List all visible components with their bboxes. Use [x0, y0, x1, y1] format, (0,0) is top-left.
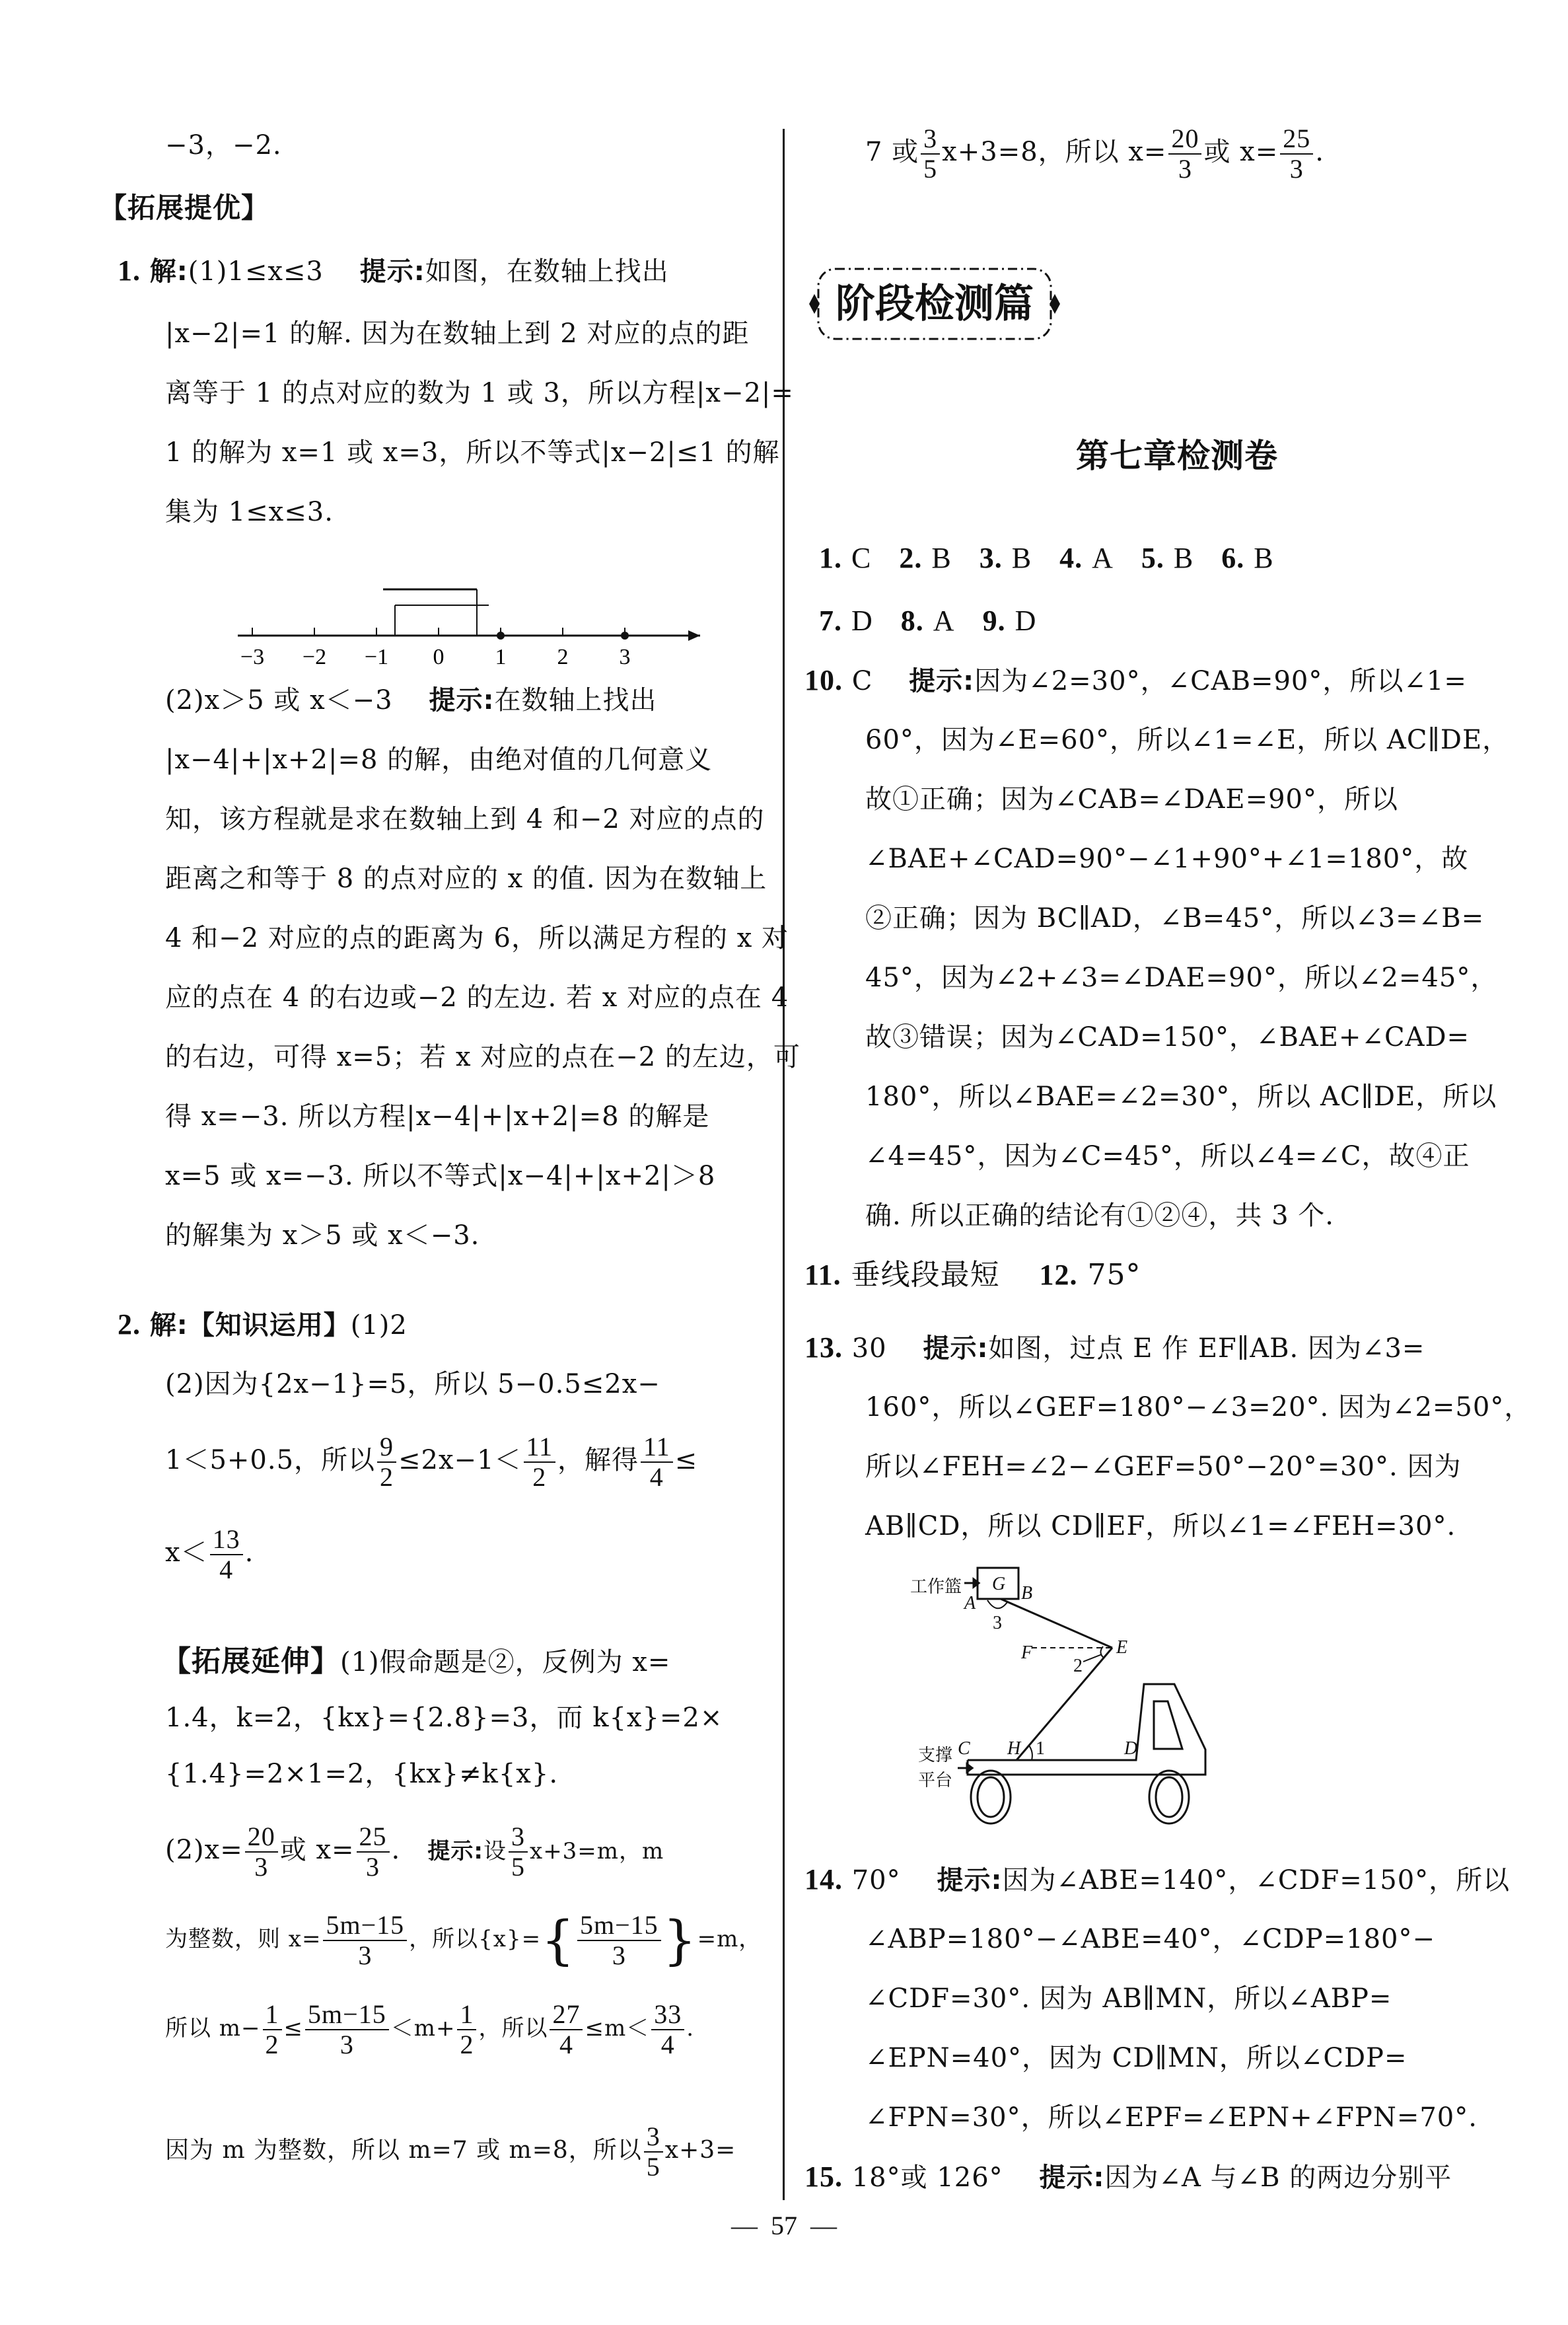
label-c: C [958, 1738, 970, 1759]
hint-text: 在数轴上找出 [494, 685, 657, 716]
text-line: 1 的解为 x=1 或 x=3，所以不等式|x−2|≤1 的解 [165, 437, 780, 468]
label-d: D [1124, 1738, 1138, 1759]
choice-answer: B [1011, 542, 1032, 574]
question-number: 12. [1039, 1259, 1078, 1291]
text-segment: . [244, 1537, 254, 1568]
text-line [165, 1421, 697, 1500]
basket-label: 工作篮 [910, 1577, 962, 1597]
question-number: 1. [819, 542, 842, 574]
fraction: $\frac{1}{2}$ [263, 2000, 282, 2059]
answer-text: 70° [851, 1865, 901, 1896]
text-line: 1.4，k=2，{kx}={2.8}=3，而 k{x}=2× [165, 1703, 723, 1733]
hint-text: 因为∠A 与∠B 的两边分别平 [1104, 2162, 1452, 2193]
text-segment: x＜ [165, 1537, 208, 1568]
section-banner [809, 261, 1060, 347]
truck-figure [892, 1539, 1453, 1857]
answer-text: (1)1≤x≤3 [188, 256, 324, 287]
fraction: $\frac{20}{3}$ [245, 1822, 278, 1882]
text-line: 应的点在 4 的右边或−2 的左边. 若 x 对应的点在 4 [165, 982, 789, 1013]
fraction: $\frac{5m-15}{3}$ [305, 2000, 389, 2059]
text-line: 距离之和等于 8 的点对应的 x 的值. 因为在数轴上 [165, 864, 767, 894]
section-heading: 【拓展提优】 [99, 192, 270, 224]
answer-text: C [851, 666, 873, 696]
question-number: 2. [118, 1308, 141, 1341]
question-10-line [804, 661, 1467, 701]
hint-label: 提示: [937, 1865, 1003, 1896]
text-line: (2)x= $\frac{20}{3}$ 或 x= $\frac{25}{3}$ . 提示:设 $\frac{3}{5}$ x+3=m，m [165, 1822, 664, 1882]
answer-text: (1)2 [350, 1310, 408, 1341]
choice-answer: D [851, 605, 873, 637]
choice-answer: C [851, 542, 872, 574]
label-b: B [1021, 1583, 1033, 1604]
fraction: $\frac{13}{4}$ [210, 1525, 243, 1584]
answer-text: 30 [851, 1333, 887, 1364]
question-11-12-line [804, 1255, 1141, 1295]
platform-label-1: 支撑 [918, 1746, 953, 1765]
multiple-choice-row [819, 538, 1302, 579]
platform-label-2: 平台 [918, 1771, 953, 1790]
text-line: 160°，所以∠GEF=180°−∠3=20°. 因为∠2=50°， [865, 1392, 1532, 1422]
fraction: $\frac{3}{5}$ [644, 2122, 663, 2182]
hint-text: 因为∠2=30°，∠CAB=90°，所以∠1= [974, 666, 1467, 696]
text-line [165, 1513, 254, 1592]
text-line: 所以 m− $\frac{1}{2}$ ≤ $\frac{5m-15}{3}$ ＜m+ $\frac{1}{2}$ ，所以 $\frac{27}{4}$ ≤m＜ $\frac{33}{4}$ . [165, 1999, 694, 2059]
choice-answer: A [1092, 542, 1114, 574]
text-line: AB∥CD，所以 CD∥EF，所以∠1=∠FEH=30°. [865, 1511, 1456, 1541]
text-line: 60°，因为∠E=60°，所以∠1=∠E，所以 AC∥DE， [865, 725, 1510, 755]
fraction: $\frac{9}{2}$ [377, 1432, 396, 1492]
banner-title: 阶段检测篇 [836, 281, 1034, 327]
hint-text: 因为∠ABE=140°，∠CDF=150°，所以 [1002, 1865, 1511, 1896]
question-14-line [804, 1860, 1510, 1900]
choice-answer: D [1015, 605, 1037, 637]
question-number: 9. [982, 605, 1006, 637]
text-line: 故③错误；因为∠CAD=150°，∠BAE+∠CAD= [865, 1022, 1470, 1052]
tick-label: 0 [433, 645, 445, 669]
text-segment: (1)假命题是②，反例为 x= [340, 1647, 671, 1678]
angle-1-arc [1029, 1746, 1032, 1760]
hint-label: 提示: [427, 1838, 484, 1864]
question-number: 4. [1059, 542, 1083, 574]
question-1-line [118, 251, 669, 291]
label-f: F [1021, 1642, 1033, 1663]
hint-label: 提示: [429, 685, 495, 716]
lower-arm [1016, 1648, 1112, 1760]
number-line-figure [218, 555, 707, 674]
text-line: −3，−2. [165, 130, 282, 161]
fraction: $\frac{33}{4}$ [651, 2000, 684, 2059]
text-line: |x−4|+|x+2|=8 的解，由绝对值的几何意义 [165, 745, 713, 775]
fraction: $\frac{5m-15}{3}$ [577, 1911, 661, 1970]
fraction: $\frac{5m-15}{3}$ [323, 1911, 407, 1970]
text-segment: ，解得 [557, 1445, 639, 1475]
chapter-title: 第七章检测卷 [1076, 437, 1278, 475]
section-tag: 【知识运用】 [188, 1310, 351, 1341]
question-number: 3. [979, 542, 1003, 574]
text-line: ∠EPN=40°，因为 CD∥MN，所以∠CDP= [865, 2043, 1408, 2073]
text-line: 离等于 1 的点对应的数为 1 或 3，所以方程|x−2|= [165, 378, 794, 408]
page-number: — 57 — [731, 2211, 837, 2240]
question-number: 2. [899, 542, 923, 574]
text-line: 45°，因为∠2+∠3=∠DAE=90°，所以∠2=45°， [865, 963, 1498, 993]
hint-label: 提示: [1039, 2162, 1105, 2193]
tick-label: −1 [364, 645, 389, 669]
fraction: $\frac{27}{4}$ [550, 2000, 583, 2059]
axis-arrow [688, 630, 700, 641]
question-number: 11. [804, 1259, 841, 1291]
question-number: 7. [819, 605, 842, 637]
label-h: H [1007, 1738, 1021, 1759]
hint-label: 提示: [923, 1333, 989, 1364]
answer-text: 垂线段最短 [851, 1258, 1000, 1292]
choice-answer: B [1254, 542, 1274, 574]
text-line: 确. 所以正确的结论有①②④，共 3 个. [865, 1200, 1335, 1231]
fraction: $\frac{25}{3}$ [1280, 124, 1313, 184]
label-g: G [992, 1574, 1006, 1594]
answer-text: (2)x＞5 或 x＜−3 [165, 685, 393, 716]
fraction: $\frac{11}{2}$ [524, 1432, 556, 1492]
question-15-line [804, 2157, 1452, 2197]
label-a: A [964, 1593, 976, 1613]
answer-text: 18°或 126° [851, 2162, 1003, 2193]
hint-text: 如图，在数轴上找出 [425, 256, 669, 287]
text-line: 4 和−2 对应的点的距离为 6，所以满足方程的 x 对 [165, 923, 789, 953]
text-line: (2)因为{2x−1}=5，所以 5−0.5≤2x− [165, 1369, 660, 1399]
question-number: 8. [900, 605, 924, 637]
choice-answer: B [1173, 542, 1194, 574]
text-line: 的右边，可得 x=5；若 x 对应的点在−2 的左边，可 [165, 1042, 801, 1072]
question-number: 6. [1221, 542, 1245, 574]
fraction: $\frac{3}{5}$ [921, 124, 940, 184]
tick-label: −3 [240, 645, 265, 669]
fraction: $\frac{25}{3}$ [357, 1822, 390, 1882]
solid-point [497, 632, 505, 640]
tick-label: 3 [619, 645, 631, 669]
solution-label: 解: [149, 256, 188, 287]
text-line: ∠CDF=30°. 因为 AB∥MN，所以∠ABP= [865, 1983, 1392, 2014]
angle-label-3: 3 [993, 1613, 1002, 1633]
hint-text: 如图，过点 E 作 EF∥AB. 因为∠3= [988, 1333, 1425, 1364]
truck-body [968, 1684, 1205, 1775]
question-number: 1. [118, 254, 141, 287]
text-line: 因为 m 为整数，所以 m=7 或 m=8，所以 $\frac{3}{5}$ x+3= [165, 2122, 736, 2182]
question-number: 15. [804, 2160, 843, 2193]
text-line: {1.4}=2×1=2，{kx}≠k{x}. [165, 1759, 559, 1789]
text-line: 7 或 $\frac{3}{5}$ x+3=8，所以 x= $\frac{20}{3}$ 或 x= $\frac{25}{3}$ . [865, 124, 1324, 184]
question-number: 13. [804, 1331, 843, 1364]
text-line: 为整数，则 x= $\frac{5m-15}{3}$ ，所以{x}={ $\frac{5m-15}{3}$ }=m， [165, 1909, 762, 1971]
tick-label: 2 [557, 645, 569, 669]
question-2-line [118, 1305, 408, 1345]
question-13-line [804, 1328, 1425, 1368]
question-number: 10. [804, 664, 843, 696]
text-line: 得 x=−3. 所以方程|x−4|+|x+2|=8 的解是 [165, 1101, 710, 1132]
tick-label: 1 [495, 645, 507, 669]
section-tag: 【拓展延伸】 [162, 1644, 340, 1678]
question-number: 5. [1141, 542, 1164, 574]
text-line: 180°，所以∠BAE=∠2=30°，所以 AC∥DE，所以 [865, 1082, 1497, 1112]
angle-label-2: 2 [1073, 1656, 1083, 1676]
choice-answer: A [933, 605, 955, 637]
extension-line [162, 1642, 670, 1682]
text-line: 知，该方程就是求在数轴上到 4 和−2 对应的点的 [165, 804, 765, 834]
hint-label: 提示: [909, 666, 975, 696]
text-line: ②正确；因为 BC∥AD，∠B=45°，所以∠3=∠B= [865, 903, 1485, 934]
hint-label: 提示: [359, 256, 425, 287]
text-segment: ≤ [674, 1445, 698, 1475]
text-line: 故①正确；因为∠CAB=∠DAE=90°，所以 [865, 784, 1399, 815]
text-line: ∠FPN=30°，所以∠EPF=∠EPN+∠FPN=70°. [865, 2102, 1478, 2133]
text-segment: 1＜5+0.5，所以 [165, 1445, 376, 1475]
text-line: 所以∠FEH=∠2−∠GEF=50°−20°=30°. 因为 [865, 1452, 1462, 1482]
text-line: 集为 1≤x≤3. [165, 497, 334, 527]
solid-point [621, 632, 629, 640]
label-e: E [1116, 1637, 1128, 1658]
text-line: |x−2|=1 的解. 因为在数轴上到 2 对应的点的距 [165, 318, 750, 349]
fraction: $\frac{11}{4}$ [641, 1432, 673, 1492]
text-line: 的解集为 x＞5 或 x＜−3. [165, 1220, 480, 1251]
fraction: $\frac{3}{5}$ [509, 1822, 528, 1882]
text-line: ∠BAE+∠CAD=90°−∠1+90°+∠1=180°，故 [865, 844, 1469, 874]
text-line: ∠4=45°，因为∠C=45°，所以∠4=∠C，故④正 [865, 1141, 1470, 1171]
page-number-value: 57 [771, 2211, 797, 2240]
upper-arm [1001, 1599, 1112, 1648]
fraction: $\frac{20}{3}$ [1168, 124, 1201, 184]
column-divider [783, 129, 785, 2200]
question-number: 14. [804, 1863, 843, 1896]
text-line: x=5 或 x=−3. 所以不等式|x−4|+|x+2|＞8 [165, 1161, 716, 1191]
truck-window [1154, 1701, 1182, 1749]
text-line: ∠ABP=180°−∠ABE=40°，∠CDP=180°− [865, 1924, 1435, 1954]
fraction: $\frac{1}{2}$ [457, 2000, 476, 2059]
solution-label: 解: [149, 1310, 188, 1341]
multiple-choice-row [819, 601, 1064, 642]
answer-text: 75° [1087, 1258, 1141, 1292]
text-segment: ≤2x−1＜ [398, 1445, 522, 1475]
angle-label-1: 1 [1036, 1738, 1045, 1759]
choice-answer: B [931, 542, 952, 574]
question-1-part2-line [165, 681, 657, 720]
tick-label: −2 [302, 645, 327, 669]
